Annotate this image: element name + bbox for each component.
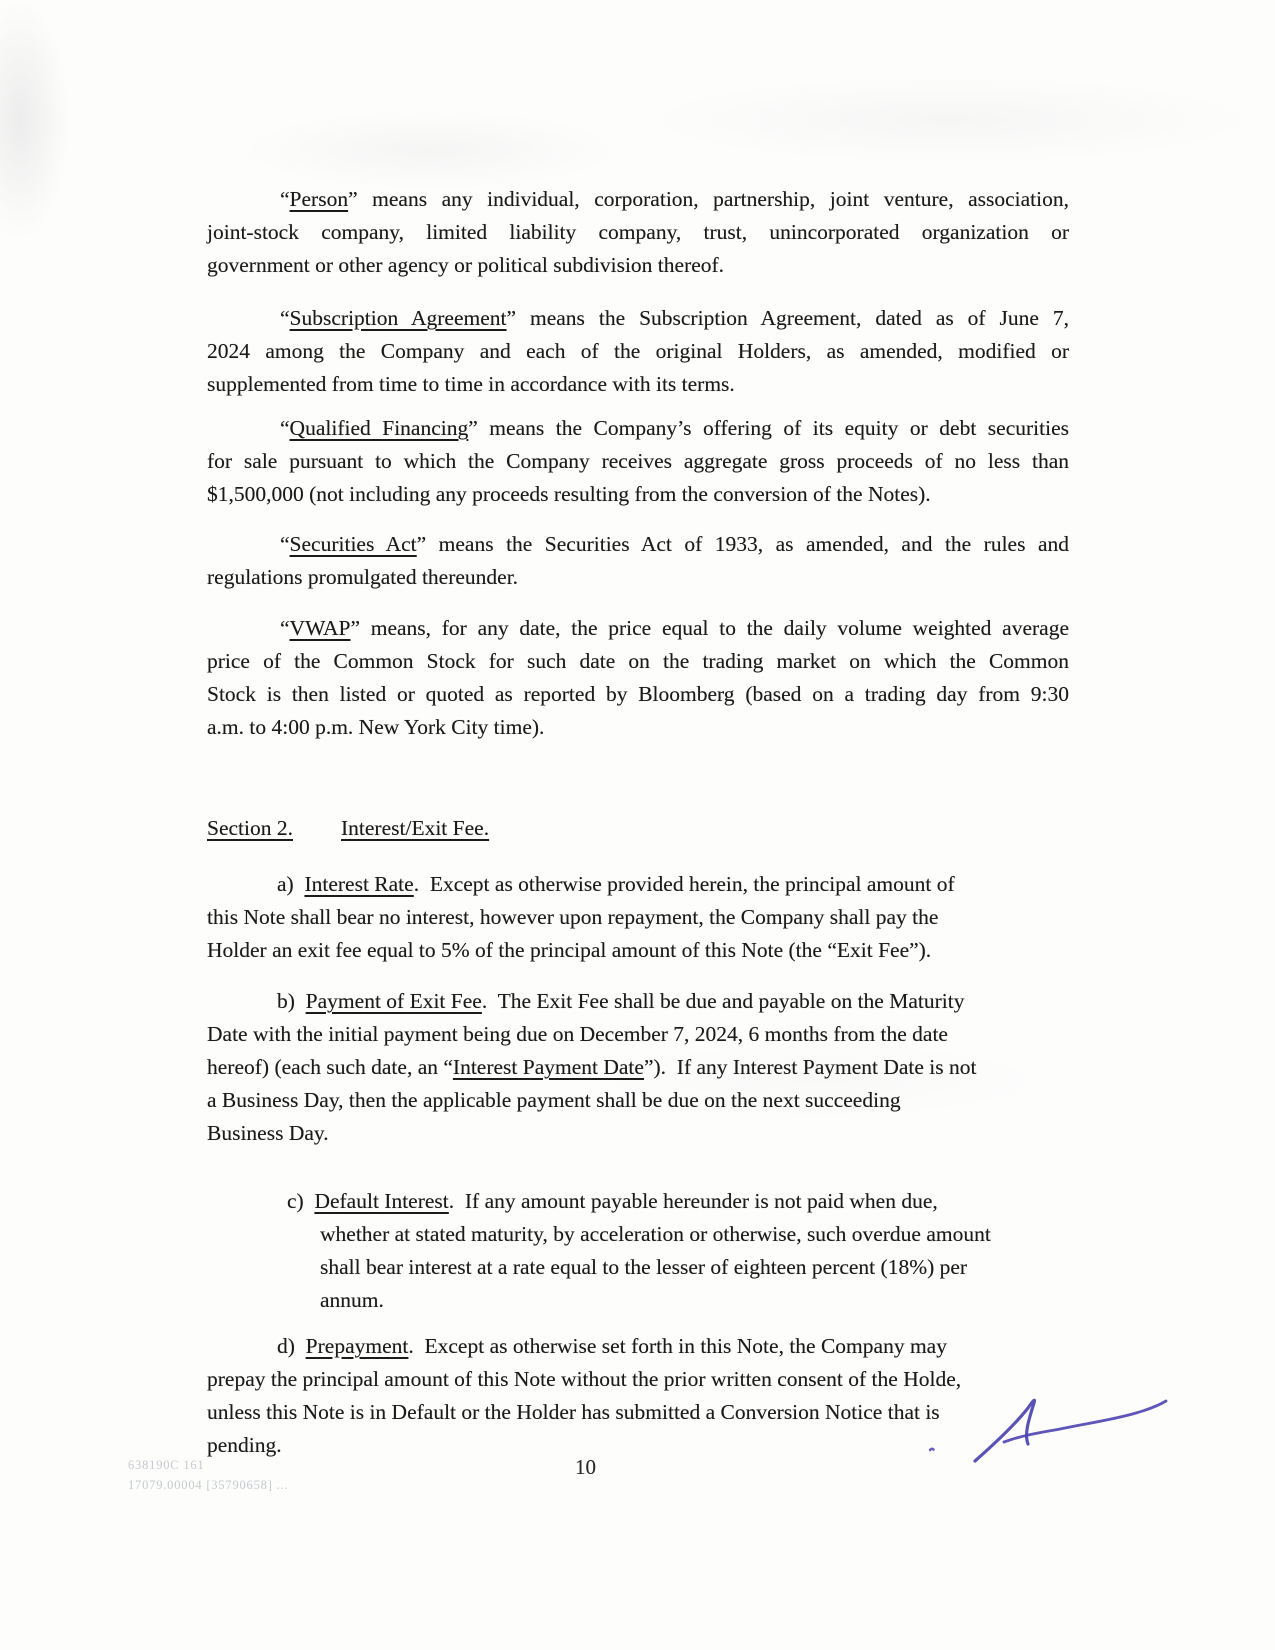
text-line [207, 249, 1069, 282]
text-line [207, 1330, 1069, 1363]
text-segment: a.m. to 4:00 p.m. New York City time). [207, 715, 545, 739]
defined-term: Interest/Exit Fee. [341, 816, 490, 840]
text-line [207, 561, 1069, 594]
text-segment: “ [280, 532, 290, 556]
text-line [207, 302, 1069, 335]
text-line [207, 183, 1069, 216]
text-segment: annum. [320, 1288, 384, 1312]
text-line [207, 216, 1069, 249]
text-line [207, 412, 1069, 445]
document-id-stamp-line1: 638190C 161 [128, 1458, 205, 1472]
definition-vwap [207, 612, 1069, 744]
text-segment: hereof) (each such date, an “ [207, 1055, 453, 1079]
defined-term: Qualified Financing [289, 416, 469, 440]
paragraph-a-interest-rate [207, 868, 1069, 967]
text-line [207, 678, 1069, 711]
definition-person [207, 183, 1069, 282]
defined-term: VWAP [289, 616, 351, 640]
defined-term: Payment of Exit Fee [305, 989, 482, 1013]
text-line [207, 1251, 1069, 1284]
text-segment: ” means the Subscription Agreement, dated as of June 7, [506, 306, 1069, 330]
defined-term: Section 2. [207, 816, 293, 840]
text-line [207, 1018, 1069, 1051]
text-segment: b) [277, 989, 306, 1013]
text-segment: 2024 among the Company and each of the original Holders, as amended, modified or [207, 339, 1069, 363]
defined-term: Default Interest [314, 1189, 449, 1213]
definition-securities-act [207, 528, 1069, 594]
text-segment: pending. [207, 1433, 282, 1457]
definition-qualified-financing [207, 412, 1069, 511]
document-body [207, 0, 1069, 1462]
text-segment: Business Day. [207, 1121, 329, 1145]
paragraph-c-default-interest [207, 1185, 1069, 1317]
text-segment: c) [287, 1189, 315, 1213]
defined-term: Interest Rate [304, 872, 414, 896]
text-segment: government or other agency or political subdivision thereof. [207, 253, 725, 277]
text-line [207, 1185, 1069, 1218]
text-segment: whether at stated maturity, by acceleration or otherwise, such overdue amount [320, 1222, 991, 1246]
text-segment: . Except as otherwise set forth in this Note, the Company may [408, 1334, 947, 1358]
text-line [207, 612, 1069, 645]
text-segment: ” means, for any date, the price equal to the daily volume weighted average [350, 616, 1069, 640]
paragraph-b-payment-of-exit-fee [207, 985, 1069, 1150]
text-line [207, 368, 1069, 401]
text-segment: price of the Common Stock for such date on the trading market on which the Common [207, 649, 1069, 673]
text-segment: . Except as otherwise provided herein, the principal amount of [413, 872, 955, 896]
text-segment: a Business Day, then the applicable payment shall be due on the next succeeding [207, 1088, 901, 1112]
text-segment: ” means the Company’s offering of its equity or debt securities [468, 416, 1069, 440]
text-line [207, 1084, 1069, 1117]
defined-term: Interest Payment Date [452, 1055, 644, 1079]
text-segment: ” means the Securities Act of 1933, as amended, and the rules and [416, 532, 1069, 556]
text-segment: ” means any individual, corporation, partnership, joint venture, association, [348, 187, 1069, 211]
text-line [207, 1218, 1069, 1251]
text-segment: Stock is then listed or quoted as reported by Bloomberg (based on a trading day from 9:30 [207, 682, 1069, 706]
text-segment: . If any amount payable hereunder is not paid when due, [448, 1189, 938, 1213]
text-segment: “ [280, 416, 290, 440]
text-segment: “ [280, 306, 290, 330]
text-segment: Holder an exit fee equal to 5% of the principal amount of this Note (the “Exit Fee”). [207, 938, 932, 962]
page-number: 10 [575, 1455, 596, 1479]
text-segment: Date with the initial payment being due on December 7, 2024, 6 months from the date [207, 1022, 948, 1046]
text-segment: $1,500,000 (not including any proceeds resulting from the conversion of the Notes). [207, 482, 931, 506]
text-line [207, 1051, 1069, 1084]
text-segment: unless this Note is in Default or the Holder has submitted a Conversion Notice that is [207, 1400, 940, 1424]
text-line [207, 445, 1069, 478]
text-segment: shall bear interest at a rate equal to the lesser of eighteen percent (18%) per [320, 1255, 968, 1279]
text-line [207, 478, 1069, 511]
text-line [207, 985, 1069, 1018]
text-line [207, 528, 1069, 561]
text-segment: “ [280, 616, 290, 640]
defined-term: Prepayment [305, 1334, 409, 1358]
text-line [207, 1284, 1069, 1317]
text-segment: prepay the principal amount of this Note without the prior written consent of the Holde, [207, 1367, 962, 1391]
document-id-stamp [128, 1455, 288, 1495]
section-2-heading [207, 812, 1069, 845]
text-line [207, 812, 1069, 845]
text-segment: for sale pursuant to which the Company receives aggregate gross proceeds of no less than [207, 449, 1069, 473]
defined-term: Subscription Agreement [289, 306, 507, 330]
text-segment: supplemented from time to time in accordance with its terms. [207, 372, 735, 396]
defined-term: Person [289, 187, 349, 211]
text-segment: d) [277, 1334, 306, 1358]
definition-subscription-agreement [207, 302, 1069, 401]
text-segment: regulations promulgated thereunder. [207, 565, 519, 589]
text-line [207, 868, 1069, 901]
text-line [207, 1117, 1069, 1150]
text-segment: “ [280, 187, 290, 211]
signature-strokes [930, 1400, 1166, 1461]
document-id-stamp-line2: 17079.00004 [35790658] ... [128, 1478, 289, 1492]
text-line [207, 645, 1069, 678]
text-line [207, 934, 1069, 967]
text-segment: this Note shall bear no interest, however upon repayment, the Company shall pay the [207, 905, 939, 929]
text-line [207, 711, 1069, 744]
text-line [207, 901, 1069, 934]
text-segment: ”). If any Interest Payment Date is not [643, 1055, 977, 1079]
text-segment: . The Exit Fee shall be due and payable on the Maturity [481, 989, 965, 1013]
text-segment: joint-stock company, limited liability company, trust, unincorporated organization or [207, 220, 1069, 244]
defined-term: Securities Act [289, 532, 417, 556]
text-segment: a) [277, 872, 305, 896]
signature-mark [918, 1386, 1173, 1466]
text-line [207, 335, 1069, 368]
